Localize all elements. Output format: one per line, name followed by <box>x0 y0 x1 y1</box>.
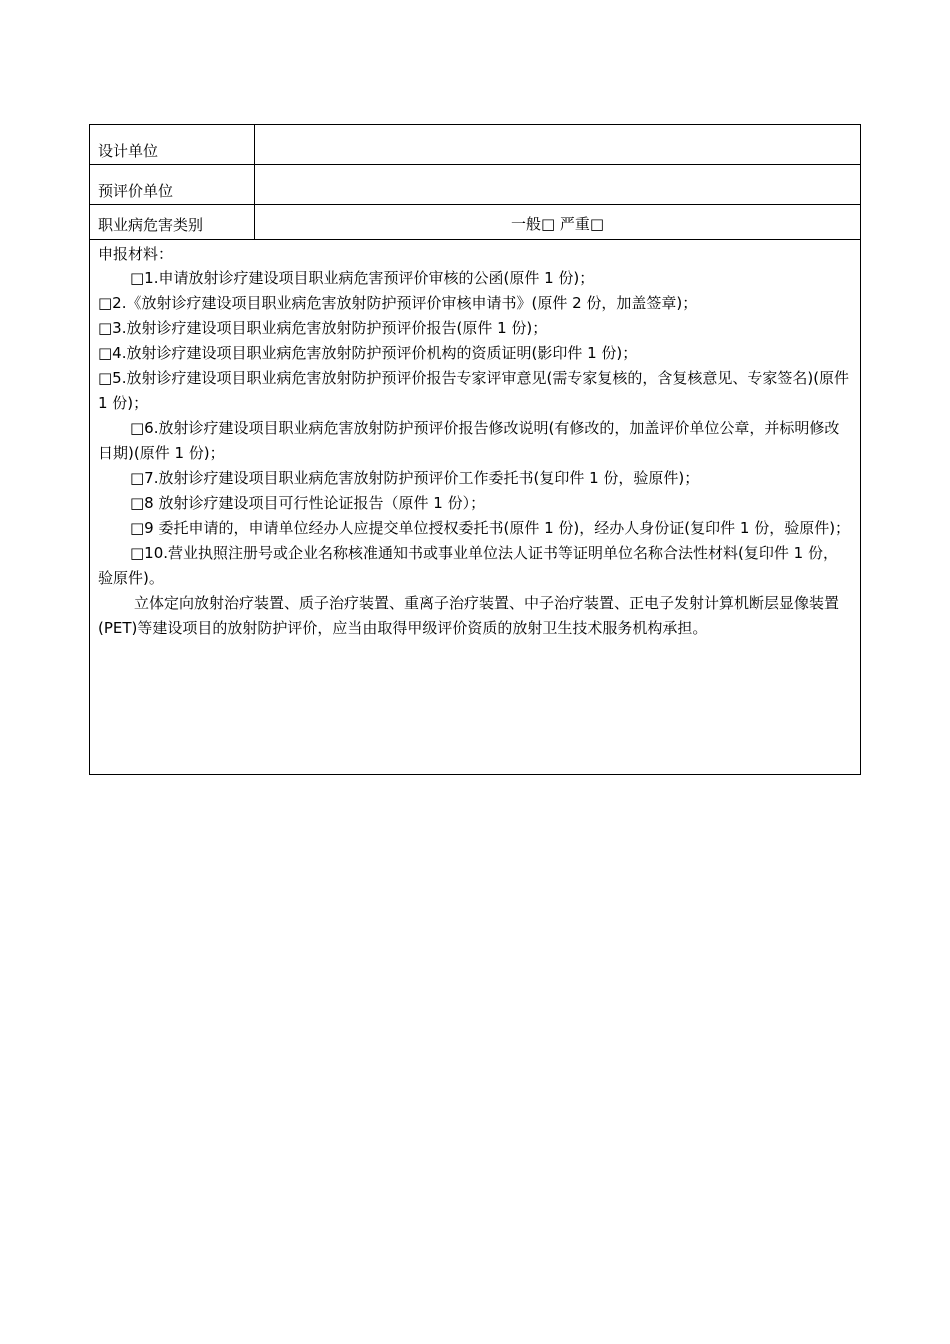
material-item-10: □10.营业执照注册号或企业名称核准通知书或事业单位法人证书等证明单位名称合法性材料(复印件 1 份，验原件)。 <box>98 544 838 587</box>
hazard-category-label: 职业病危害类别 <box>90 205 255 239</box>
design-unit-value <box>255 125 860 164</box>
hazard-category-row <box>90 205 860 240</box>
hazard-category-options: 一般□ 严重□ <box>510 215 605 233</box>
design-unit-label: 设计单位 <box>90 125 255 164</box>
materials-section <box>90 240 860 774</box>
material-item-1: □1.申请放射诊疗建设项目职业病危害预评价审核的公函(原件 1 份)； <box>130 269 595 287</box>
pre-eval-unit-row <box>90 165 860 205</box>
material-item-4: □4.放射诊疗建设项目职业病危害放射防护预评价机构的资质证明(影印件 1 份)； <box>98 344 638 362</box>
material-item-3: □3.放射诊疗建设项目职业病危害放射防护预评价报告(原件 1 份)； <box>98 319 548 337</box>
material-item-5: □5.放射诊疗建设项目职业病危害放射防护预评价报告专家评审意见(需专家复核的，含复核意见、专家签名)(原件 1 份)； <box>98 369 850 412</box>
evaluation-note: 立体定向放射治疗装置、质子治疗装置、重离子治疗装置、中子治疗装置、正电子发射计算机断层显像装置(PET)等建设项目的放射防护评价，应当由取得甲级评价资质的放射卫生技术服务机构承担。 <box>98 594 840 637</box>
pre-eval-unit-label: 预评价单位 <box>90 165 255 204</box>
material-item-8: □8 放射诊疗建设项目可行性论证报告（原件 1 份）； <box>130 494 486 512</box>
materials-heading: 申报材料： <box>98 245 174 263</box>
material-item-9: □9 委托申请的，申请单位经办人应提交单位授权委托书(原件 1 份)，经办人身份证(复印件 1 份，验原件)； <box>130 519 851 537</box>
design-unit-row <box>90 125 860 165</box>
material-item-6: □6.放射诊疗建设项目职业病危害放射防护预评价报告修改说明(有修改的，加盖评价单位公章，并标明修改日期)(原件 1 份)； <box>98 419 840 462</box>
application-form-table <box>89 124 861 775</box>
material-item-2: □2.《放射诊疗建设项目职业病危害放射防护预评价审核申请书》(原件 2 份，加盖签章)； <box>98 294 698 312</box>
material-item-7: □7.放射诊疗建设项目职业病危害放射防护预评价工作委托书(复印件 1 份，验原件)； <box>130 469 700 487</box>
pre-eval-unit-value <box>255 165 860 204</box>
